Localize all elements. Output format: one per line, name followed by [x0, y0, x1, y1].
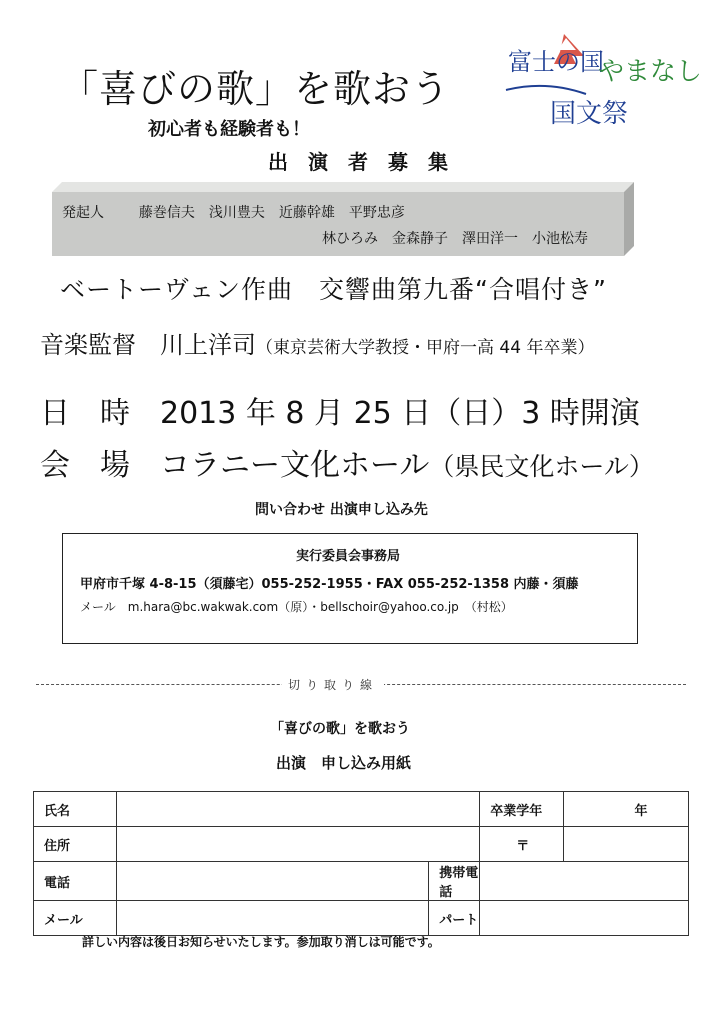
- music-piece: ベートーヴェン作曲 交響曲第九番“合唱付き”: [60, 275, 607, 304]
- address-field[interactable]: [116, 827, 479, 862]
- poster-title: 「喜びの歌」を歌おう: [60, 67, 451, 111]
- mail-field[interactable]: [116, 901, 428, 936]
- grad-year-label: 卒業学年: [480, 792, 564, 827]
- grad-year-field[interactable]: 年: [564, 792, 689, 827]
- form-row-address: [34, 827, 689, 862]
- mail-label: メール: [34, 901, 117, 936]
- name-field[interactable]: [116, 792, 479, 827]
- form-note: 詳しい内容は後日お知らせいたします。参加取り消しは可能です。: [82, 935, 440, 949]
- organizers-names-2: 林ひろみ 金森静子 澤田洋一 小池松寿: [322, 231, 588, 247]
- phone-field[interactable]: [116, 862, 428, 901]
- event-datetime: 日 時 2013 年 8 月 25 日（日）3 時開演: [40, 396, 640, 431]
- mobile-field[interactable]: [480, 862, 689, 901]
- form-row-name: [34, 792, 689, 827]
- venue-note: （県民文化ホール）: [429, 452, 654, 481]
- part-field[interactable]: [480, 901, 689, 936]
- postal-mark: 〒: [480, 827, 564, 862]
- contact-heading: 問い合わせ 出演申し込み先: [255, 502, 428, 518]
- organizers-label: 発起人: [62, 205, 104, 221]
- organizers-row-1: [62, 202, 405, 222]
- subtitle-recruiting: 出演者募集: [268, 150, 468, 174]
- form-row-phone: [34, 862, 689, 901]
- address-label: 住所: [34, 827, 117, 862]
- form-title: 「喜びの歌」を歌おう: [270, 721, 410, 737]
- application-form: [33, 791, 689, 936]
- contact-mail: メール m.hara@bc.wakwak.com（原）・bellschoir@yahoo.co.jp （村松）: [80, 600, 513, 614]
- contact-office: 実行委員会事務局: [296, 549, 401, 564]
- event-venue: [40, 440, 654, 484]
- form-subtitle: 出演 申し込み用紙: [276, 754, 412, 772]
- form-row-mail: [34, 901, 689, 936]
- organizers-names-1: 藤巻信夫 浅川豊夫 近藤幹雄 平野忠彦: [138, 205, 405, 221]
- venue-name: 会 場 コラニー文化ホール: [40, 448, 430, 483]
- music-director: [40, 325, 594, 360]
- director-note: （東京芸術大学教授・甲府一高 44 年卒業）: [256, 338, 595, 358]
- part-label: パート: [429, 901, 480, 936]
- logo-line2: やまなし: [598, 57, 703, 87]
- phone-label: 電話: [34, 862, 117, 901]
- director-name: 音楽監督 川上洋司: [40, 331, 256, 359]
- subtitle-beginners: 初心者も経験者も！: [148, 119, 310, 140]
- cut-line-label: 切り取り線: [282, 676, 384, 693]
- logo-line3: 国文祭: [550, 99, 629, 129]
- postal-field[interactable]: [564, 827, 689, 862]
- event-logo: [506, 30, 703, 130]
- contact-address: 甲府市千塚 4-8-15（須藤宅）055-252-1955・FAX 055-252-1358 内藤・須藤: [80, 577, 579, 592]
- mobile-label: 携帯電話: [429, 862, 480, 901]
- name-label: 氏名: [34, 792, 117, 827]
- logo-line1: 富士の国: [508, 48, 604, 76]
